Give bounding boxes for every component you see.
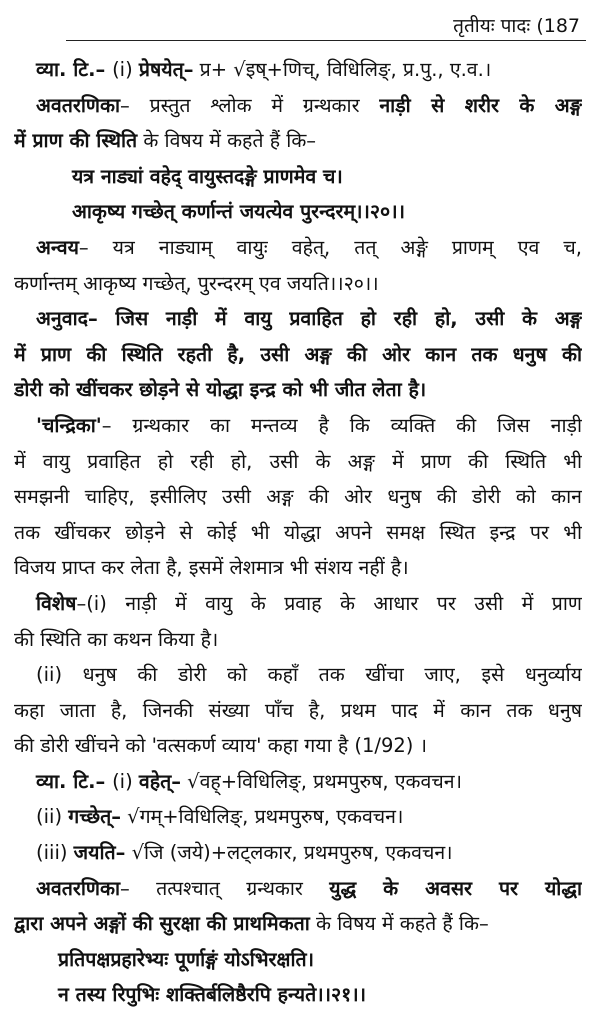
text-line: [14, 622, 582, 658]
text-line: [14, 479, 582, 515]
text-run: √वह्+विधिलिङ्, प्रथमपुरुष, एकवचन।: [180, 769, 462, 793]
header-rule: [66, 40, 586, 41]
text-run: विजय प्राप्त कर लेता है, इसमें लेशमात्र भी संशय नहीं है।: [14, 556, 409, 580]
text-run: के विषय में कहते हैं कि–: [137, 129, 317, 153]
text-line: [14, 444, 582, 480]
text-line: [14, 88, 582, 124]
text-run: √गम्+विधिलिङ्, प्रथमपुरुष, एकवचन।: [120, 805, 404, 829]
text-line: [14, 301, 582, 337]
bold-text: व्या. टि.–: [36, 58, 113, 81]
text-line: [14, 52, 582, 88]
bold-text: अवतरणिका: [36, 93, 121, 117]
text-line: [14, 550, 582, 586]
bold-text: अन्वय: [36, 235, 79, 259]
text-run: – यत्र नाड्याम् वायुः वहेत्, तत् अङ्गे प्राणम् एव च,: [78, 235, 582, 259]
bold-text: 'चन्द्रिका': [36, 413, 102, 437]
text-line: [14, 337, 582, 373]
page-number: (187: [536, 15, 580, 37]
text-run: (i): [112, 769, 139, 793]
bold-text: जयति–: [73, 841, 126, 865]
bold-text: में प्राण की स्थिति: [14, 129, 138, 153]
text-run: – तत्पश्चात् ग्रन्थकार: [120, 876, 330, 900]
bold-text: व्या. टि.–: [36, 769, 113, 793]
text-run: समझनी चाहिए, इसीलिए उसी अङ्ग की ओर धनुष की डोरी को कान: [14, 485, 582, 509]
bold-text: यत्र नाड्यां वहेद् वायुस्तदङ्गे प्राणमेव च।: [72, 164, 343, 188]
text-run: की स्थिति का कथन किया है।: [14, 627, 219, 651]
bold-text: नाड़ी से शरीर के अङ्ग: [379, 93, 582, 117]
bold-text: अवतरणिका: [36, 876, 121, 900]
bold-text: गच्छेत्–: [68, 805, 121, 829]
text-line: [14, 693, 582, 729]
bold-text: विशेष: [36, 591, 77, 615]
text-run: प्र+ √इष्+णिच्, विधिलिङ्, प्र.पु., ए.व.।: [193, 58, 492, 81]
text-line: [14, 408, 582, 444]
bold-text: में प्राण की स्थिति रहती है, उसी अङ्ग की ओर कान तक धनुष की: [14, 342, 582, 366]
text-line: [14, 230, 582, 266]
bold-text: वहेत्–: [138, 769, 181, 793]
text-line: [14, 977, 582, 1013]
text-line: [14, 942, 582, 978]
text-line: [14, 871, 582, 907]
text-line: [14, 123, 582, 159]
text-run: कहा जाता है, जिनकी संख्या पाँच है, प्रथम पाद में कान तक धनुष: [14, 698, 582, 722]
text-run: (i): [112, 58, 139, 81]
running-title: तृतीयः पादः: [453, 15, 531, 37]
bold-text: न तस्य रिपुभिः शक्तिर्बलिष्ठैरपि हन्यते।।२१।।: [58, 983, 367, 1007]
text-line: [14, 764, 582, 800]
text-line: [14, 657, 582, 693]
text-run: तक खींचकर छोड़ने से कोई भी योद्धा अपने समक्ष स्थित इन्द्र पर भी: [14, 520, 582, 544]
text-run: –(i) नाड़ी में वायु के प्रवाह के आधार पर उसी में प्राण: [76, 591, 582, 615]
bold-text: प्रतिपक्षप्रहारेभ्यः पूर्णाङ्गं योऽभिरक्षति।: [58, 947, 315, 971]
bold-text: युद्ध के अवसर पर योद्धा: [329, 876, 582, 900]
text-run: कर्णान्तम् आकृष्य गच्छेत्, पुरन्दरम् एव जयति।।२०।।: [14, 271, 379, 295]
text-run: – ग्रन्थकार का मन्तव्य है कि व्यक्ति की जिस नाड़ी: [101, 413, 582, 437]
text-run: की डोरी खींचने को 'वत्सकर्ण व्याय' कहा गया है (1/92) ।: [14, 734, 427, 758]
bold-text: अनुवाद– जिस नाड़ी में वायु प्रवाहित हो रही हो, उसी के अङ्ग: [36, 307, 582, 331]
text-run: के विषय में कहते हैं कि–: [309, 912, 489, 936]
text-line: [14, 159, 582, 195]
text-line: [14, 906, 582, 942]
bold-text: डोरी को खींचकर छोड़ने से योद्धा इन्द्र को भी जीत लेता है।: [14, 378, 427, 402]
bold-text: प्रेषयेत्–: [138, 58, 194, 81]
text-line: [14, 728, 582, 764]
page-header: [453, 12, 580, 38]
text-line: [14, 515, 582, 551]
text-run: में वायु प्रवाहित हो रही हो, उसी के अङ्ग में प्राण की स्थिति भी: [14, 449, 582, 473]
text-line: [14, 266, 582, 302]
bold-text: आकृष्य गच्छेत् कर्णान्तं जयत्येव पुरन्दरम्।।२०।।: [72, 200, 405, 224]
text-line: [14, 372, 582, 408]
text-run: √जि (जये)+लट्लकार, प्रथमपुरुष, एकवचन।: [125, 841, 453, 865]
text-line: [14, 799, 582, 835]
text-run: (iii): [36, 841, 74, 865]
text-line: [14, 586, 582, 622]
page-body: [14, 52, 582, 1013]
bold-text: द्वारा अपने अङ्गों की सुरक्षा की प्राथमिकता: [14, 912, 310, 936]
text-run: (ii) धनुष की डोरी को कहाँ तक खींचा जाए, इसे धनुर्व्याय: [36, 663, 582, 687]
text-run: – प्रस्तुत श्लोक में ग्रन्थकार: [120, 93, 380, 117]
text-line: [14, 194, 582, 230]
text-line: [14, 835, 582, 871]
text-run: (ii): [36, 805, 69, 829]
